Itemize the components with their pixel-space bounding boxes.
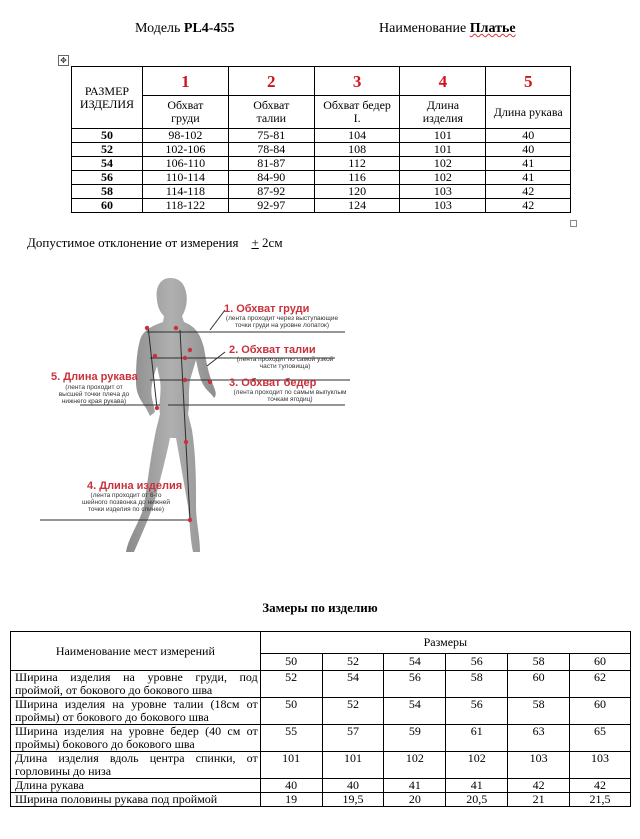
value-cell: 84-90 xyxy=(228,171,314,185)
measurement-value: 62 xyxy=(570,671,631,698)
size-header: РАЗМЕР ИЗДЕЛИЯ xyxy=(72,67,143,129)
measurement-value: 19,5 xyxy=(322,793,384,807)
value-cell: 101 xyxy=(400,143,486,157)
measurement-value: 56 xyxy=(446,698,508,725)
value-cell: 118-122 xyxy=(142,199,228,213)
measurement-value: 55 xyxy=(260,725,322,752)
size-cell: 60 xyxy=(72,199,143,213)
value-cell: 78-84 xyxy=(228,143,314,157)
col-label: Длина рукава xyxy=(486,96,571,129)
model-value: PL4-455 xyxy=(183,21,235,36)
size-header-cell: 54 xyxy=(384,653,446,670)
measurement-value: 61 xyxy=(446,725,508,752)
measurement-label: Ширина изделия на уровне бедер (40 см от проймы) бокового до бокового шва xyxy=(11,725,261,752)
measurement-row xyxy=(11,698,631,725)
measurement-label: Длина рукава xyxy=(11,779,261,793)
size-header-cell: 58 xyxy=(508,653,570,670)
size-row xyxy=(72,185,571,199)
measurements-title: Замеры по изделию xyxy=(262,600,378,615)
value-cell: 103 xyxy=(400,185,486,199)
measurement-value: 60 xyxy=(508,671,570,698)
measurement-value: 56 xyxy=(384,671,446,698)
value-cell: 114-118 xyxy=(142,185,228,199)
measurement-value: 40 xyxy=(322,779,384,793)
value-cell: 124 xyxy=(314,199,400,213)
measurement-value: 102 xyxy=(384,752,446,779)
label-sleeve-title: 5. Длина рукава xyxy=(51,371,138,383)
value-cell: 42 xyxy=(486,185,571,199)
col-label: Обхват груди xyxy=(142,96,228,129)
label-hips-title: 3. Обхват бедер xyxy=(229,377,317,389)
size-row xyxy=(72,129,571,143)
col-label: Обхват бедер I. xyxy=(314,96,400,129)
label-length-title: 4. Длина изделия xyxy=(87,480,183,492)
size-cell: 58 xyxy=(72,185,143,199)
col-num: 3 xyxy=(314,67,400,96)
value-cell: 98-102 xyxy=(142,129,228,143)
measurement-value: 52 xyxy=(260,671,322,698)
label-chest-title: 1. Обхват груди xyxy=(224,303,310,315)
table-move-icon[interactable]: ✥ xyxy=(58,55,69,66)
col-num: 2 xyxy=(228,67,314,96)
tolerance-text: Допустимое отклонение от измерения xyxy=(27,235,239,250)
measurement-label: Ширина изделия на уровне груди, под проймой, от бокового до бокового шва xyxy=(11,671,261,698)
size-row xyxy=(72,199,571,213)
sizes-header-cell: Размеры xyxy=(260,632,630,654)
measurement-row xyxy=(11,725,631,752)
value-cell: 112 xyxy=(314,157,400,171)
label-waist-desc: (лента проходит по самой узкой части туловища) xyxy=(236,356,334,370)
measurement-value: 42 xyxy=(570,779,631,793)
value-cell: 110-114 xyxy=(142,171,228,185)
measurement-value: 21 xyxy=(508,793,570,807)
col-num: 1 xyxy=(142,67,228,96)
value-cell: 106-110 xyxy=(142,157,228,171)
value-cell: 92-97 xyxy=(228,199,314,213)
measurement-label: Длина изделия вдоль центра спинки, от горловины до низа xyxy=(11,752,261,779)
measurement-row xyxy=(11,793,631,807)
value-cell: 42 xyxy=(486,199,571,213)
measurement-label: Ширина половины рукава под проймой xyxy=(11,793,261,807)
value-cell: 102 xyxy=(400,157,486,171)
value-cell: 81-87 xyxy=(228,157,314,171)
size-cell: 54 xyxy=(72,157,143,171)
value-cell: 102 xyxy=(400,171,486,185)
size-cell: 56 xyxy=(72,171,143,185)
name-header xyxy=(379,21,516,37)
label-hips-desc: (лента проходит по самым выпуклым точкам ягодиц) xyxy=(233,389,347,403)
label-chest-desc: (лента проходит через выступающие точки груди на уровне лопаток) xyxy=(225,315,339,329)
value-cell: 40 xyxy=(486,143,571,157)
col-label: Длина изделия xyxy=(400,96,486,129)
measurement-value: 102 xyxy=(446,752,508,779)
measurements-table xyxy=(10,631,631,807)
value-cell: 87-92 xyxy=(228,185,314,199)
size-row xyxy=(72,143,571,157)
size-cell: 52 xyxy=(72,143,143,157)
value-cell: 41 xyxy=(486,157,571,171)
measurement-label: Ширина изделия на уровне талии (18см от проймы) от бокового до бокового шва xyxy=(11,698,261,725)
value-cell: 101 xyxy=(400,129,486,143)
col-label: Обхват талии xyxy=(228,96,314,129)
measurement-value: 63 xyxy=(508,725,570,752)
measurement-value: 60 xyxy=(570,698,631,725)
measurement-row xyxy=(11,752,631,779)
measurement-value: 50 xyxy=(260,698,322,725)
measurement-value: 41 xyxy=(446,779,508,793)
measurement-value: 101 xyxy=(260,752,322,779)
measurement-value: 19 xyxy=(260,793,322,807)
measurement-value: 57 xyxy=(322,725,384,752)
measurement-row xyxy=(11,671,631,698)
measurement-value: 65 xyxy=(570,725,631,752)
table-resize-handle[interactable] xyxy=(570,220,577,227)
measurement-figure xyxy=(0,270,640,560)
value-cell: 103 xyxy=(400,199,486,213)
name-value: Платье xyxy=(469,21,516,36)
value-cell: 108 xyxy=(314,143,400,157)
tolerance-value: 2см xyxy=(262,235,283,250)
label-sleeve-desc: (лента проходит от высшей точки плеча до нижнего края рукава) xyxy=(58,384,130,405)
measurement-value: 40 xyxy=(260,779,322,793)
measurement-value: 42 xyxy=(508,779,570,793)
value-cell: 41 xyxy=(486,171,571,185)
size-table xyxy=(71,66,571,213)
tolerance-pm: + xyxy=(251,235,259,250)
model-header xyxy=(135,21,234,37)
size-header-cell: 56 xyxy=(446,653,508,670)
name-label: Наименование xyxy=(379,21,467,36)
measurement-value: 54 xyxy=(384,698,446,725)
model-label: Модель xyxy=(135,21,181,36)
measurement-value: 103 xyxy=(508,752,570,779)
measurement-value: 20 xyxy=(384,793,446,807)
measurement-value: 58 xyxy=(446,671,508,698)
body-silhouette xyxy=(0,270,640,560)
measurement-value: 52 xyxy=(322,698,384,725)
tolerance-note xyxy=(27,235,283,251)
value-cell: 102-106 xyxy=(142,143,228,157)
name-header-cell: Наименование мест измерений xyxy=(11,632,261,671)
size-row xyxy=(72,157,571,171)
col-num: 4 xyxy=(400,67,486,96)
measurement-value: 21,5 xyxy=(570,793,631,807)
value-cell: 116 xyxy=(314,171,400,185)
size-cell: 50 xyxy=(72,129,143,143)
measurement-value: 54 xyxy=(322,671,384,698)
size-header-cell: 60 xyxy=(570,653,631,670)
label-length-desc: (лента проходит от 6-го шейного позвонка до нижней точки изделия по спинке) xyxy=(82,492,170,513)
col-num: 5 xyxy=(486,67,571,96)
measurement-value: 41 xyxy=(384,779,446,793)
measurement-value: 101 xyxy=(322,752,384,779)
value-cell: 40 xyxy=(486,129,571,143)
size-header-cell: 52 xyxy=(322,653,384,670)
value-cell: 120 xyxy=(314,185,400,199)
value-cell: 104 xyxy=(314,129,400,143)
size-header-cell: 50 xyxy=(260,653,322,670)
measurement-value: 59 xyxy=(384,725,446,752)
measurement-row xyxy=(11,779,631,793)
value-cell: 75-81 xyxy=(228,129,314,143)
measurement-value: 103 xyxy=(570,752,631,779)
measurement-value: 58 xyxy=(508,698,570,725)
measurement-value: 20,5 xyxy=(446,793,508,807)
label-waist-title: 2. Обхват талии xyxy=(229,344,316,356)
size-row xyxy=(72,171,571,185)
